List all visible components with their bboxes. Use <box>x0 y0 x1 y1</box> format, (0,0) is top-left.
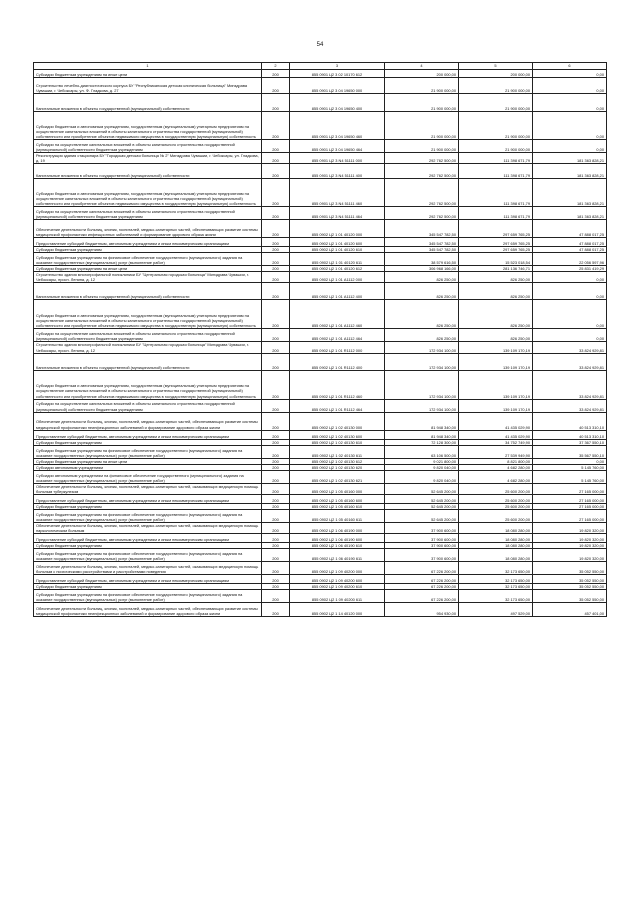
table-row <box>34 266 607 272</box>
row-value-cell: 47 888 017,25 <box>533 220 607 238</box>
row-value-cell: 32 173 650,00 <box>459 584 533 590</box>
row-name-cell: Субсидии бюджетным учреждениям на иные цели <box>34 458 262 464</box>
row-value-cell: 0,00 <box>533 283 607 300</box>
row-code-cell: 855 0902 Ц2 1 02 40130 621 <box>290 470 385 483</box>
row-name-cell: Субсидии бюджетным и автономным учреждениям, государственным (муниципальным) унитарным предприятиям на осуществление капитальных вложений в объекты капитального строительства государственной (муниципальной) собственности или приобретение объектов недвижимого имущества в государственную (муниципальную) собственность <box>34 179 262 207</box>
row-code-cell: 855 0902 Ц2 1 01 40120 000 <box>290 220 385 238</box>
table-row <box>34 445 607 458</box>
row-code-cell: 855 0901 Ц2 3 04 19650 464 <box>290 140 385 153</box>
row-name-cell: Предоставление субсидий бюджетным, автономным учреждениям и иным некоммерческим организациям <box>34 430 262 439</box>
row-grbs-cell: 200 <box>262 300 290 329</box>
row-code-cell: 855 0902 Ц2 1 02 40130 611 <box>290 445 385 458</box>
row-value-cell: 47 888 017,25 <box>533 247 607 253</box>
row-value-cell: 139 109 170,19 <box>459 399 533 412</box>
row-grbs-cell: 200 <box>262 470 290 483</box>
row-name-cell: Субсидии бюджетным учреждениям <box>34 543 262 549</box>
row-value-cell: 25 831 419,29 <box>533 266 607 272</box>
row-name-cell: Субсидии бюджетным и автономным учреждениям, государственным (муниципальным) унитарным предприятиям на осуществление капитальных вложений в объекты капитального строительства государственной (муниципальной) собственности или приобретение объектов недвижимого имущества в государственную (муниципальную) собственность <box>34 370 262 399</box>
table-row <box>34 272 607 283</box>
row-value-cell: 37 900 600,00 <box>385 543 459 549</box>
row-code-cell: 855 0902 Ц2 1 01 R1112 464 <box>290 399 385 412</box>
row-grbs-cell: 200 <box>262 412 290 430</box>
column-header: 1 <box>34 63 262 70</box>
row-value-cell: 37 367 550,10 <box>533 439 607 445</box>
row-value-cell: 40 513 310,10 <box>533 430 607 439</box>
table-row <box>34 430 607 439</box>
row-name-cell: Субсидии бюджетным и автономным учреждениям, государственным (муниципальным) унитарным предприятиям на осуществление капитальных вложений в объекты капитального строительства государственной (муниципальной) собственности или приобретение объектов недвижимого имущества в государственную (муниципальную) собственность <box>34 300 262 329</box>
row-value-cell: 292 762 500,00 <box>385 207 459 220</box>
row-code-cell: 855 0902 Ц2 1 01 R1112 460 <box>290 370 385 399</box>
row-grbs-cell: 200 <box>262 399 290 412</box>
row-value-cell: 52 645 200,00 <box>385 495 459 504</box>
row-value-cell: 826 250,00 <box>385 300 459 329</box>
row-name-cell: Субсидии бюджетным учреждениям на финансовое обеспечение государственного (муниципального) задания на оказание государственных (муниципальных) услуг (выполнение работ) <box>34 253 262 266</box>
row-value-cell: 21 900 000,00 <box>459 112 533 140</box>
row-value-cell: 35 052 550,00 <box>533 575 607 584</box>
row-name-cell: Субсидии бюджетным учреждениям на финансовое обеспечение государственного (муниципального) задания на оказание государственных (муниципальных) услуг (выполнение работ) <box>34 445 262 458</box>
row-value-cell: 826 250,00 <box>459 283 533 300</box>
row-value-cell: 18 080 280,00 <box>459 534 533 543</box>
row-code-cell: 855 0902 Ц2 1 01 40120 600 <box>290 238 385 247</box>
row-value-cell: 345 547 782,50 <box>385 238 459 247</box>
row-value-cell: 27 539 949,90 <box>459 445 533 458</box>
table-row <box>34 94 607 112</box>
row-code-cell: 855 0902 Ц2 1 05 40160 600 <box>290 495 385 504</box>
row-name-cell: Обеспечение деятельности больниц, клиник, госпиталей, медико-санитарных частей, оказывающих медицинскую помощь наркологическим больным <box>34 523 262 534</box>
row-value-cell: 0,00 <box>533 140 607 153</box>
table-row <box>34 140 607 153</box>
table-row <box>34 590 607 603</box>
row-code-cell: 855 0902 Ц2 1 01 А1112 460 <box>290 300 385 329</box>
table-row <box>34 510 607 523</box>
row-value-cell: 0,00 <box>533 300 607 329</box>
row-code-cell: 855 0902 Ц2 1 05 40160 611 <box>290 510 385 523</box>
row-grbs-cell: 200 <box>262 495 290 504</box>
row-grbs-cell: 200 <box>262 504 290 510</box>
row-value-cell: 18 080 280,00 <box>459 549 533 562</box>
row-grbs-cell: 200 <box>262 370 290 399</box>
table-row <box>34 603 607 617</box>
row-name-cell: Капитальные вложения в объекты государственной (муниципальной) собственности <box>34 353 262 370</box>
row-value-cell: 954 930,00 <box>385 603 459 617</box>
row-value-cell: 21 900 000,00 <box>459 140 533 153</box>
column-header: 3 <box>290 63 385 70</box>
row-value-cell: 826 250,00 <box>459 329 533 342</box>
row-code-cell: 855 0902 Ц2 1 06 40190 600 <box>290 534 385 543</box>
table-row <box>34 412 607 430</box>
row-name-cell: Капитальные вложения в объекты государственной (муниципальной) собственности <box>34 164 262 179</box>
row-name-cell: Субсидии бюджетным учреждениям на финансовое обеспечение государственного (муниципального) задания на оказание государственных (муниципальных) услуг (выполнение работ) <box>34 510 262 523</box>
row-grbs-cell: 200 <box>262 584 290 590</box>
table-row <box>34 370 607 399</box>
row-value-cell: 25 600 200,00 <box>459 495 533 504</box>
row-code-cell: 855 0902 Ц2 1 06 40190 000 <box>290 523 385 534</box>
table-row <box>34 549 607 562</box>
row-value-cell: 19 820 320,00 <box>533 549 607 562</box>
row-grbs-cell: 200 <box>262 562 290 575</box>
row-code-cell: 855 0902 Ц2 1 05 40160 000 <box>290 483 385 494</box>
row-value-cell: 25 600 200,00 <box>459 504 533 510</box>
row-value-cell: 47 888 017,25 <box>533 238 607 247</box>
row-code-cell: 855 0902 Ц2 1 14 40120 000 <box>290 603 385 617</box>
row-value-cell: 826 250,00 <box>385 272 459 283</box>
row-value-cell: 5 145 760,00 <box>533 464 607 470</box>
row-code-cell: 855 0901 Ц2 3 N4 51111 464 <box>290 207 385 220</box>
row-value-cell: 111 398 671,79 <box>459 179 533 207</box>
table-row <box>34 534 607 543</box>
row-value-cell: 18 080 280,00 <box>459 523 533 534</box>
row-grbs-cell: 200 <box>262 534 290 543</box>
table-row <box>34 483 607 494</box>
row-grbs-cell: 200 <box>262 153 290 164</box>
table-row <box>34 70 607 78</box>
row-code-cell: 855 0901 Ц2 3 04 19650 400 <box>290 94 385 112</box>
row-grbs-cell: 200 <box>262 247 290 253</box>
row-code-cell: 855 0901 Ц2 3 04 19650 460 <box>290 112 385 140</box>
row-value-cell: 33 824 929,81 <box>533 370 607 399</box>
row-value-cell: 25 600 200,00 <box>459 510 533 523</box>
row-value-cell: 32 173 650,00 <box>459 590 533 603</box>
row-value-cell: 200 000,00 <box>459 70 533 78</box>
row-value-cell: 81 948 340,00 <box>385 412 459 430</box>
row-code-cell: 855 0902 Ц2 1 01 А1112 464 <box>290 329 385 342</box>
row-code-cell: 855 0902 Ц2 1 06 40190 610 <box>290 543 385 549</box>
row-grbs-cell: 200 <box>262 140 290 153</box>
row-value-cell: 0,00 <box>533 112 607 140</box>
row-value-cell: 292 762 500,00 <box>385 164 459 179</box>
row-grbs-cell: 200 <box>262 78 290 94</box>
row-value-cell: 0,00 <box>533 78 607 94</box>
row-grbs-cell: 200 <box>262 445 290 458</box>
row-name-cell: Обеспечение деятельности больниц, клиник, госпиталей, медико-санитарных частей, оказывающих медицинскую помощь больным с психическими расстройствами и расстройствами поведения <box>34 562 262 575</box>
row-value-cell: 345 547 782,50 <box>385 247 459 253</box>
row-value-cell: 40 513 310,10 <box>533 412 607 430</box>
row-code-cell: 855 0902 Ц2 1 02 40130 610 <box>290 439 385 445</box>
row-grbs-cell: 200 <box>262 179 290 207</box>
row-value-cell: 35 052 550,00 <box>533 562 607 575</box>
row-grbs-cell: 200 <box>262 458 290 464</box>
row-value-cell: 111 398 671,79 <box>459 164 533 179</box>
row-name-cell: Субсидии бюджетным учреждениям <box>34 439 262 445</box>
row-grbs-cell: 200 <box>262 329 290 342</box>
row-value-cell: 181 363 828,21 <box>533 207 607 220</box>
row-value-cell: 33 824 929,81 <box>533 399 607 412</box>
row-name-cell: Капитальные вложения в объекты государственной (муниципальной) собственности <box>34 283 262 300</box>
row-value-cell: 27 165 000,00 <box>533 510 607 523</box>
row-name-cell: Обеспечение деятельности больниц, клиник, госпиталей, медико-санитарных частей, обеспечивающих развитие системы медицинской профилактики неинфекционных заболеваний и формирование здорового образа жизни <box>34 603 262 617</box>
row-value-cell: 32 173 650,00 <box>459 575 533 584</box>
table-row <box>34 353 607 370</box>
row-value-cell: 52 645 200,00 <box>385 510 459 523</box>
row-code-cell: 855 0902 Ц2 1 01 40120 610 <box>290 247 385 253</box>
row-value-cell: 21 900 000,00 <box>459 94 533 112</box>
row-value-cell: 22 056 597,96 <box>533 253 607 266</box>
row-value-cell: 8 821 800,00 <box>459 458 533 464</box>
table-row <box>34 575 607 584</box>
row-grbs-cell: 200 <box>262 464 290 470</box>
row-value-cell: 52 645 200,00 <box>385 483 459 494</box>
row-grbs-cell: 200 <box>262 283 290 300</box>
row-value-cell: 0,00 <box>533 329 607 342</box>
table-body <box>34 70 607 617</box>
table-row <box>34 164 607 179</box>
table-row <box>34 238 607 247</box>
row-value-cell: 37 900 600,00 <box>385 534 459 543</box>
row-value-cell: 826 250,00 <box>459 272 533 283</box>
column-header: 6 <box>533 63 607 70</box>
row-code-cell: 855 0902 Ц2 1 01 40120 611 <box>290 253 385 266</box>
row-value-cell: 826 250,00 <box>385 329 459 342</box>
row-code-cell: 855 0902 Ц2 1 02 40130 620 <box>290 464 385 470</box>
row-code-cell: 855 0902 Ц2 1 05 40160 610 <box>290 504 385 510</box>
row-code-cell: 855 0901 Ц2 3 N4 51111 400 <box>290 164 385 179</box>
row-value-cell: 9 820 040,00 <box>385 464 459 470</box>
row-code-cell: 855 0902 Ц2 1 01 R1112 000 <box>290 342 385 353</box>
row-value-cell: 172 934 100,00 <box>385 342 459 353</box>
table-row <box>34 470 607 483</box>
row-grbs-cell: 200 <box>262 342 290 353</box>
row-grbs-cell: 200 <box>262 483 290 494</box>
table-row <box>34 495 607 504</box>
row-name-cell: Субсидии на осуществление капитальных вложений в объекты капитального строительства государственной (муниципальной) собственности бюджетным учреждениям <box>34 140 262 153</box>
table-row <box>34 112 607 140</box>
row-name-cell: Субсидии бюджетным учреждениям на иные цели <box>34 70 262 78</box>
row-value-cell: 35 567 550,10 <box>533 445 607 458</box>
row-value-cell: 41 435 029,90 <box>459 430 533 439</box>
row-grbs-cell: 200 <box>262 543 290 549</box>
row-grbs-cell: 200 <box>262 510 290 523</box>
table-row <box>34 253 607 266</box>
row-name-cell: Субсидии бюджетным учреждениям на иные цели <box>34 266 262 272</box>
row-code-cell: 855 0901 Ц2 3 04 19650 000 <box>290 78 385 94</box>
row-grbs-cell: 200 <box>262 353 290 370</box>
row-code-cell: 855 0902 Ц2 1 01 40120 612 <box>290 266 385 272</box>
row-code-cell: 855 0902 Ц2 1 01 А1112 400 <box>290 283 385 300</box>
row-value-cell: 37 900 600,00 <box>385 549 459 562</box>
row-value-cell: 21 900 000,00 <box>385 112 459 140</box>
table-row <box>34 179 607 207</box>
row-grbs-cell: 200 <box>262 266 290 272</box>
row-value-cell: 111 398 671,79 <box>459 207 533 220</box>
row-grbs-cell: 200 <box>262 220 290 238</box>
row-value-cell: 172 934 100,00 <box>385 370 459 399</box>
row-name-cell: Капитальные вложения в объекты государственной (муниципальной) собственности <box>34 94 262 112</box>
row-value-cell: 292 762 500,00 <box>385 179 459 207</box>
row-code-cell: 855 0901 Ц2 3 02 10170 612 <box>290 70 385 78</box>
row-value-cell: 27 165 000,00 <box>533 483 607 494</box>
row-value-cell: 297 659 765,25 <box>459 220 533 238</box>
row-code-cell: 855 0902 Ц2 1 09 40200 610 <box>290 584 385 590</box>
row-name-cell: Предоставление субсидий бюджетным, автономным учреждениям и иным некоммерческим организациям <box>34 495 262 504</box>
row-grbs-cell: 200 <box>262 253 290 266</box>
row-code-cell: 855 0902 Ц2 1 06 40190 611 <box>290 549 385 562</box>
row-name-cell: Субсидии бюджетным учреждениям на финансовое обеспечение государственного (муниципального) задания на оказание государственных (муниципальных) услуг (выполнение работ) <box>34 590 262 603</box>
row-name-cell: Субсидии на осуществление капитальных вложений в объекты капитального строительства государственной (муниципальной) собственности бюджетным учреждениям <box>34 329 262 342</box>
row-value-cell: 139 109 170,19 <box>459 370 533 399</box>
row-value-cell: 19 820 320,00 <box>533 523 607 534</box>
row-grbs-cell: 200 <box>262 94 290 112</box>
row-value-cell: 27 165 000,00 <box>533 495 607 504</box>
row-grbs-cell: 200 <box>262 603 290 617</box>
row-grbs-cell: 200 <box>262 112 290 140</box>
row-value-cell: 826 250,00 <box>385 283 459 300</box>
row-value-cell: 21 900 000,00 <box>459 78 533 94</box>
row-name-cell: Обеспечение деятельности больниц, клиник, госпиталей, медико-санитарных частей, оказывающих медицинскую помощь больным туберкулезом <box>34 483 262 494</box>
row-grbs-cell: 200 <box>262 70 290 78</box>
row-code-cell: 855 0902 Ц2 1 02 40130 612 <box>290 458 385 464</box>
row-value-cell: 181 363 828,21 <box>533 153 607 164</box>
row-value-cell: 139 109 170,19 <box>459 342 533 353</box>
row-value-cell: 81 948 340,00 <box>385 430 459 439</box>
row-name-cell: Строительство здания многопрофильной поликлиники БУ "Центральная городская больница" Минздрава Чувашии, г. Чебоксары, просп. Ленина, д. 12 <box>34 272 262 283</box>
row-name-cell: Субсидии бюджетным учреждениям на финансовое обеспечение государственного (муниципального) задания на оказание государственных (муниципальных) услуг (выполнение работ) <box>34 549 262 562</box>
budget-table <box>33 62 607 617</box>
row-value-cell: 19 820 320,00 <box>533 534 607 543</box>
row-value-cell: 297 659 765,25 <box>459 247 533 253</box>
table-row <box>34 458 607 464</box>
row-value-cell: 67 226 200,00 <box>385 590 459 603</box>
row-name-cell: Обеспечение деятельности больниц, клиник, госпиталей, медико-санитарных частей, обеспечивающих развитие системы медицинской профилактики инфекционных заболеваний и формирование здорового образа жизни <box>34 220 262 238</box>
row-value-cell: 21 900 000,00 <box>385 94 459 112</box>
row-value-cell: 172 934 100,00 <box>385 353 459 370</box>
row-code-cell: 855 0902 Ц2 1 09 40200 600 <box>290 575 385 584</box>
row-value-cell: 72 128 300,00 <box>385 439 459 445</box>
row-value-cell: 9 021 800,00 <box>385 458 459 464</box>
row-value-cell: 4 682 280,00 <box>459 464 533 470</box>
row-value-cell: 181 363 828,21 <box>533 179 607 207</box>
row-value-cell: 0,00 <box>533 70 607 78</box>
row-value-cell: 345 547 782,50 <box>385 220 459 238</box>
row-value-cell: 297 659 765,25 <box>459 238 533 247</box>
row-name-cell: Субсидии бюджетным учреждениям <box>34 584 262 590</box>
table-row <box>34 78 607 94</box>
column-header: 4 <box>385 63 459 70</box>
row-value-cell: 35 052 550,00 <box>533 590 607 603</box>
row-code-cell: 855 0901 Ц2 3 N4 51111 000 <box>290 153 385 164</box>
row-code-cell: 855 0902 Ц2 1 02 40130 600 <box>290 430 385 439</box>
row-name-cell: Предоставление субсидий бюджетным, автономным учреждениям и иным некоммерческим организациям <box>34 534 262 543</box>
table-row <box>34 342 607 353</box>
row-value-cell: 21 900 000,00 <box>385 140 459 153</box>
row-code-cell: 855 0902 Ц2 1 09 40200 000 <box>290 562 385 575</box>
row-name-cell: Строительство здания многопрофильной поликлиники БУ "Центральная городская больница" Минздрава Чувашии, г. Чебоксары, просп. Ленина, д. 12 <box>34 342 262 353</box>
row-value-cell: 306 968 166,00 <box>385 266 459 272</box>
page-number: 54 <box>316 42 324 48</box>
row-grbs-cell: 200 <box>262 207 290 220</box>
row-value-cell: 281 136 746,71 <box>459 266 533 272</box>
row-value-cell: 67 226 200,00 <box>385 562 459 575</box>
row-value-cell: 826 250,00 <box>459 300 533 329</box>
row-name-cell: Субсидии на осуществление капитальных вложений в объекты капитального строительства государственной (муниципальной) собственности бюджетным учреждениям <box>34 399 262 412</box>
row-grbs-cell: 200 <box>262 238 290 247</box>
row-name-cell: Реконструкция здания стационара БУ "Городская детская больница № 2" Минздрава Чувашии, г. Чебоксары, ул. Гладкова, д. 19 <box>34 153 262 164</box>
row-value-cell: 181 363 828,21 <box>533 164 607 179</box>
row-grbs-cell: 200 <box>262 164 290 179</box>
row-grbs-cell: 200 <box>262 430 290 439</box>
table-row <box>34 562 607 575</box>
row-code-cell: 855 0901 Ц2 3 N4 51111 460 <box>290 179 385 207</box>
table-row <box>34 329 607 342</box>
table-row <box>34 220 607 238</box>
row-value-cell: 0,00 <box>533 272 607 283</box>
table-row <box>34 283 607 300</box>
row-grbs-cell: 200 <box>262 575 290 584</box>
row-name-cell: Субсидии на осуществление капитальных вложений в объекты капитального строительства государственной (муниципальной) собственности бюджетным учреждениям <box>34 207 262 220</box>
row-value-cell: 4 682 280,00 <box>459 470 533 483</box>
row-name-cell: Предоставление субсидий бюджетным, автономным учреждениям и иным некоммерческим организациям <box>34 238 262 247</box>
row-value-cell: 15 523 018,54 <box>459 253 533 266</box>
table-row <box>34 300 607 329</box>
row-value-cell: 67 226 200,00 <box>385 575 459 584</box>
row-value-cell: 37 900 600,00 <box>385 523 459 534</box>
table-row <box>34 523 607 534</box>
row-value-cell: 19 820 320,00 <box>533 543 607 549</box>
row-name-cell: Субсидии бюджетным и автономным учреждениям, государственным (муниципальным) унитарным предприятиям на осуществление капитальных вложений в объекты капитального строительства государственной (муниципальной) собственности или приобретение объектов недвижимого имущества в государственную (муниципальную) собственность <box>34 112 262 140</box>
row-value-cell: 111 398 671,79 <box>459 153 533 164</box>
row-value-cell: 497 529,00 <box>459 603 533 617</box>
row-value-cell: 21 900 000,00 <box>385 78 459 94</box>
row-name-cell: Субсидии бюджетным учреждениям <box>34 247 262 253</box>
row-grbs-cell: 200 <box>262 549 290 562</box>
row-value-cell: 200 000,00 <box>385 70 459 78</box>
row-value-cell: 52 645 200,00 <box>385 504 459 510</box>
row-value-cell: 33 824 929,81 <box>533 342 607 353</box>
row-value-cell: 33 824 929,81 <box>533 353 607 370</box>
row-value-cell: 27 165 000,00 <box>533 504 607 510</box>
row-value-cell: 34 752 749,90 <box>459 439 533 445</box>
row-value-cell: 139 109 170,19 <box>459 353 533 370</box>
row-grbs-cell: 200 <box>262 439 290 445</box>
row-value-cell: 18 080 280,00 <box>459 543 533 549</box>
row-code-cell: 855 0902 Ц2 1 09 40200 611 <box>290 590 385 603</box>
row-value-cell: 292 762 500,00 <box>385 153 459 164</box>
row-value-cell: 9 820 040,00 <box>385 470 459 483</box>
row-value-cell: 25 600 200,00 <box>459 483 533 494</box>
row-name-cell: Обеспечение деятельности больниц, клиник, госпиталей, медико-санитарных частей, обеспечивающих развитие системы медицинской профилактики неинфекционных заболеваний и формирование здорового образа жизни <box>34 412 262 430</box>
row-code-cell: 855 0902 Ц2 1 01 R1112 400 <box>290 353 385 370</box>
column-header: 5 <box>459 63 533 70</box>
row-grbs-cell: 200 <box>262 523 290 534</box>
row-name-cell: Субсидии автономным учреждениям <box>34 464 262 470</box>
row-value-cell: 67 226 200,00 <box>385 584 459 590</box>
row-value-cell: 0,00 <box>533 94 607 112</box>
table-row <box>34 153 607 164</box>
row-name-cell: Предоставление субсидий бюджетным, автономным учреждениям и иным некоммерческим организациям <box>34 575 262 584</box>
row-code-cell: 855 0902 Ц2 1 02 40130 000 <box>290 412 385 430</box>
row-grbs-cell: 200 <box>262 590 290 603</box>
row-value-cell: 41 435 029,90 <box>459 412 533 430</box>
row-value-cell: 0,00 <box>533 458 607 464</box>
table-row <box>34 207 607 220</box>
row-value-cell: 63 106 500,00 <box>385 445 459 458</box>
row-value-cell: 32 173 650,00 <box>459 562 533 575</box>
row-name-cell: Субсидии бюджетным учреждениям <box>34 504 262 510</box>
table-header-row <box>34 63 607 70</box>
row-code-cell: 855 0902 Ц2 1 01 А1112 000 <box>290 272 385 283</box>
row-value-cell: 35 052 550,00 <box>533 584 607 590</box>
row-value-cell: 5 145 760,00 <box>533 470 607 483</box>
row-name-cell: Субсидии автономным учреждениям на финансовое обеспечение государственного (муниципального) задания на оказание государственных (муниципальных) услуг (выполнение работ) <box>34 470 262 483</box>
row-value-cell: 457 401,00 <box>533 603 607 617</box>
row-value-cell: 172 934 100,00 <box>385 399 459 412</box>
row-grbs-cell: 200 <box>262 272 290 283</box>
table-row <box>34 399 607 412</box>
column-header: 2 <box>262 63 290 70</box>
row-name-cell: Строительство лечебно-диагностического корпуса БУ "Республиканская детская клиническая больница" Минздрава Чувашии, г. Чебоксары, ул. Ф. Гладкова, д. 27 <box>34 78 262 94</box>
row-value-cell: 38 579 616,50 <box>385 253 459 266</box>
